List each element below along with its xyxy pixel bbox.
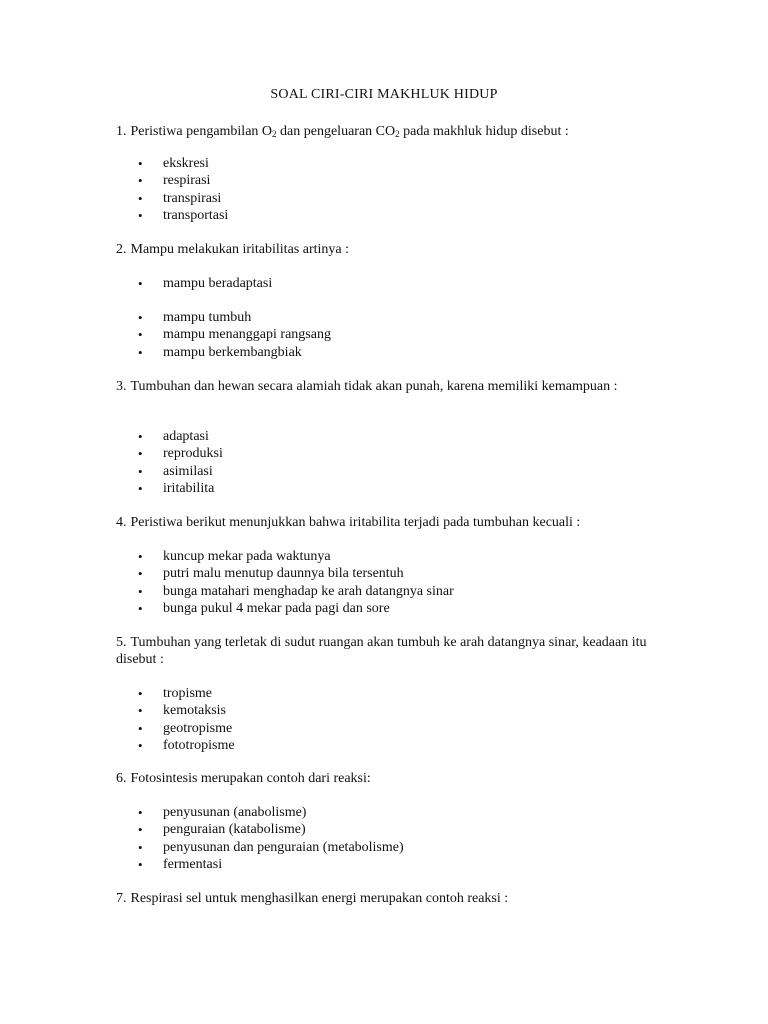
- list-item: • transpirasi: [138, 190, 222, 206]
- question-number: 3.: [116, 379, 127, 394]
- list-item: • penyusunan (anabolisme): [138, 805, 307, 820]
- bullet-icon: •: [138, 583, 143, 599]
- bullet-icon: •: [138, 207, 143, 223]
- bullet-icon: •: [138, 737, 143, 753]
- bullet-icon: •: [138, 446, 143, 462]
- options-list-4: [138, 548, 454, 617]
- question-text: Fotosintesis merupakan contoh dari reaksi:: [130, 771, 371, 786]
- options-list-2b: [138, 309, 331, 361]
- question-5: [116, 634, 656, 668]
- list-item: • mampu berkembangbiak: [138, 344, 302, 360]
- options-list-5: [138, 685, 235, 754]
- list-item: • adaptasi: [138, 429, 209, 444]
- question-3: [116, 378, 656, 395]
- list-item: • bunga matahari menghadap ke arah datangnya sinar: [138, 583, 454, 599]
- options-list-2a: [138, 275, 272, 292]
- bullet-icon: •: [138, 156, 143, 171]
- bullet-icon: •: [138, 480, 143, 496]
- list-item: • kemotaksis: [138, 703, 226, 719]
- question-4: [116, 514, 656, 531]
- bullet-icon: •: [138, 703, 143, 719]
- question-text: dan pengeluaran CO: [276, 124, 396, 139]
- question-6: [116, 770, 656, 787]
- question-text: Respirasi sel untuk menghasilkan energi merupakan contoh reaksi :: [130, 891, 509, 906]
- list-item: • tropisme: [138, 686, 212, 701]
- bullet-icon: •: [138, 173, 143, 189]
- question-number: 2.: [116, 242, 127, 257]
- question-text: Tumbuhan yang terletak di sudut ruangan akan tumbuh ke arah datangnya sinar, keadaan itu disebut :: [116, 635, 647, 667]
- list-item: • putri malu menutup daunnya bila tersentuh: [138, 566, 404, 582]
- list-item: • fototropisme: [138, 737, 235, 753]
- bullet-icon: •: [138, 190, 143, 206]
- list-item: • geotropisme: [138, 720, 233, 736]
- bullet-icon: •: [138, 686, 143, 701]
- list-item: • mampu beradaptasi: [138, 276, 273, 291]
- question-number: 5.: [116, 635, 127, 650]
- question-number: 4.: [116, 515, 127, 530]
- bullet-icon: •: [138, 720, 143, 736]
- list-item: • respirasi: [138, 173, 211, 189]
- list-item: • mampu tumbuh: [138, 310, 252, 325]
- bullet-icon: •: [138, 429, 143, 444]
- question-text: Peristiwa pengambilan O: [130, 124, 273, 139]
- options-list-1: [138, 155, 228, 224]
- bullet-icon: •: [138, 822, 143, 838]
- document-title: SOAL CIRI-CIRI MAKHLUK HIDUP: [270, 87, 498, 102]
- bullet-icon: •: [138, 310, 143, 325]
- list-item: • penguraian (katabolisme): [138, 822, 306, 838]
- list-item: • bunga pukul 4 mekar pada pagi dan sore: [138, 600, 390, 616]
- list-item: • mampu menanggapi rangsang: [138, 327, 331, 343]
- list-item: • ekskresi: [138, 156, 209, 171]
- bullet-icon: •: [138, 549, 143, 564]
- question-number: 7.: [116, 891, 127, 906]
- bullet-icon: •: [138, 839, 143, 855]
- bullet-icon: •: [138, 276, 143, 291]
- list-item: • kuncup mekar pada waktunya: [138, 549, 331, 564]
- bullet-icon: •: [138, 856, 143, 872]
- bullet-icon: •: [138, 805, 143, 820]
- question-text: Mampu melakukan iritabilitas artinya :: [130, 242, 349, 257]
- question-text: Peristiwa berikut menunjukkan bahwa iritabilita terjadi pada tumbuhan kecuali :: [130, 515, 581, 530]
- question-2: [116, 241, 656, 258]
- options-list-3: [138, 428, 223, 497]
- subscript: 2: [272, 129, 277, 139]
- subscript: 2: [395, 129, 400, 139]
- list-item: • transportasi: [138, 207, 229, 223]
- options-list-6: [138, 804, 404, 873]
- bullet-icon: •: [138, 327, 143, 343]
- list-item: • asimilasi: [138, 463, 213, 479]
- question-1: [116, 123, 656, 140]
- list-item: • reproduksi: [138, 446, 223, 462]
- question-number: 6.: [116, 771, 127, 786]
- list-item: • penyusunan dan penguraian (metabolisme): [138, 839, 404, 855]
- bullet-icon: •: [138, 463, 143, 479]
- question-text: Tumbuhan dan hewan secara alamiah tidak akan punah, karena memiliki kemampuan :: [130, 379, 618, 394]
- bullet-icon: •: [138, 344, 143, 360]
- question-7: [116, 890, 656, 907]
- bullet-icon: •: [138, 600, 143, 616]
- list-item: • fermentasi: [138, 856, 223, 872]
- question-text: pada makhluk hidup disebut :: [399, 124, 569, 139]
- list-item: • iritabilita: [138, 480, 215, 496]
- question-number: 1.: [116, 124, 127, 139]
- bullet-icon: •: [138, 566, 143, 582]
